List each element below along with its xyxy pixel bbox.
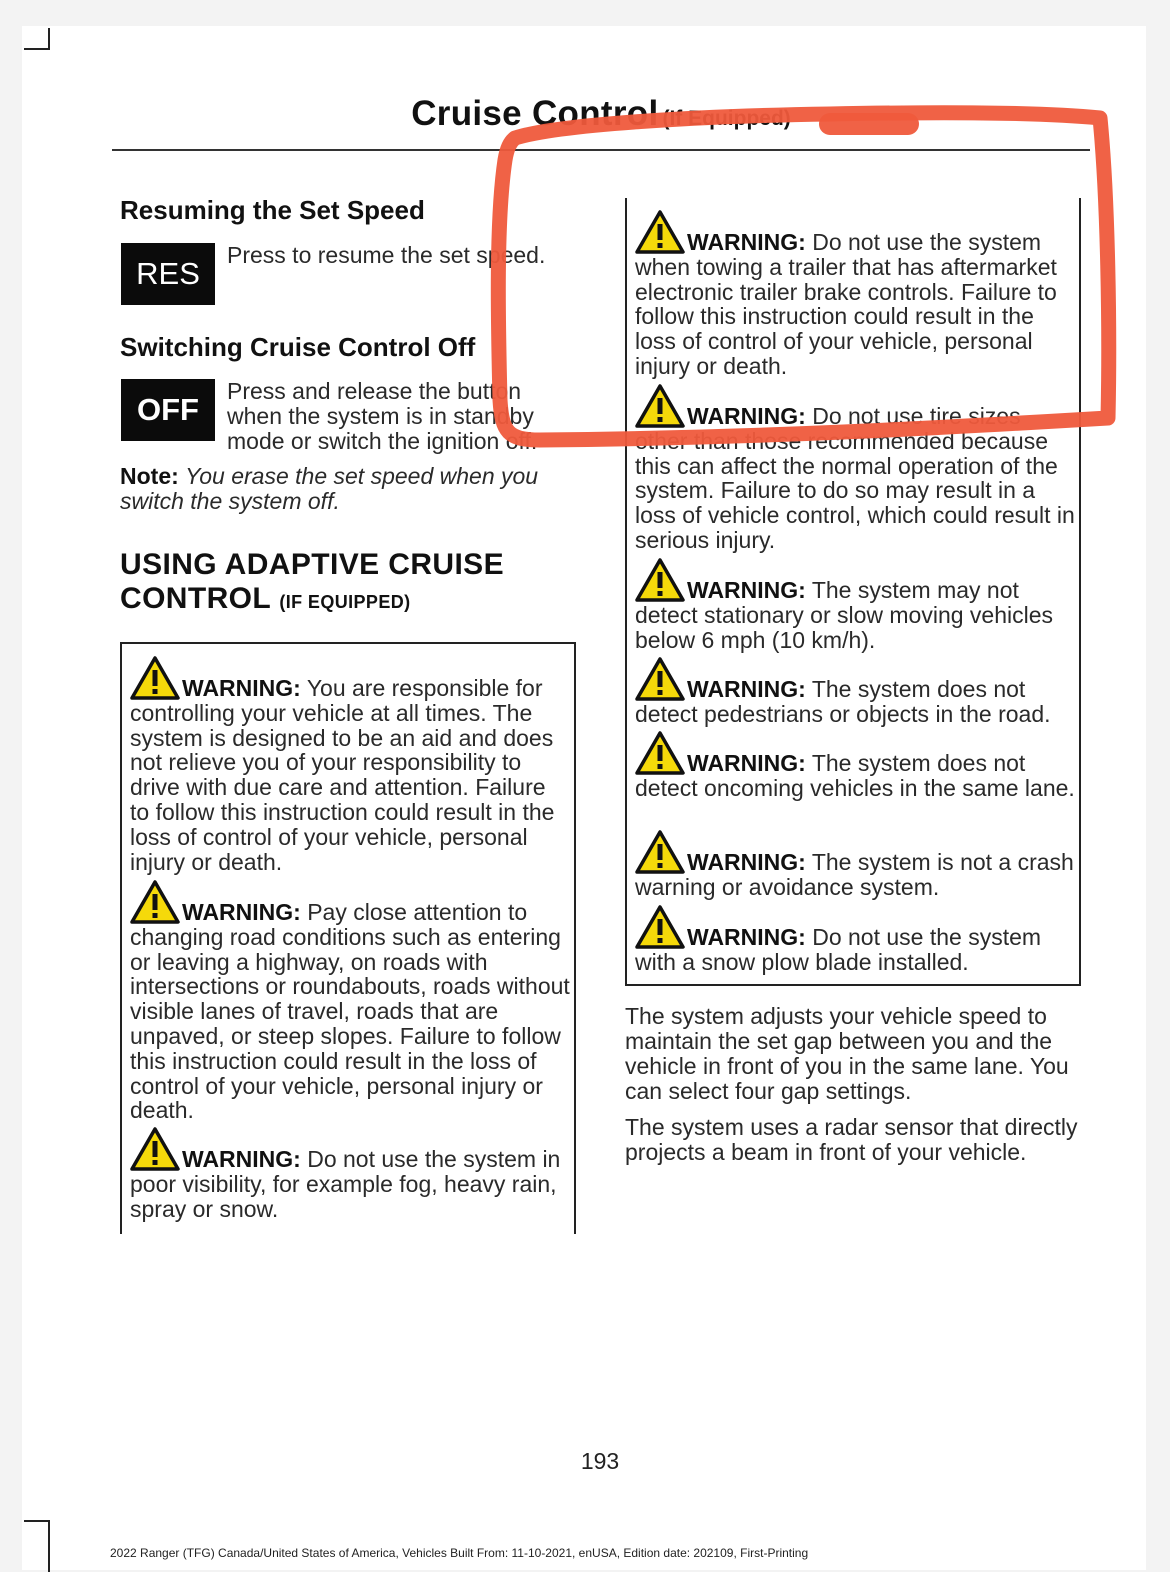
warning-label: WARNING:	[182, 899, 301, 925]
warning-right-7	[635, 905, 1075, 975]
warning-label: WARNING:	[182, 1146, 301, 1172]
warning-triangle-icon	[635, 905, 685, 949]
switch-off-heading: Switching Cruise Control Off	[120, 332, 476, 362]
warning-right-1	[635, 210, 1075, 379]
warning-left-1	[130, 656, 570, 874]
warning-text: The system does not detect oncoming vehicles in the same lane.	[635, 750, 1075, 801]
warning-right-6	[635, 830, 1075, 900]
warning-triangle-icon	[635, 731, 685, 775]
off-button-icon	[121, 379, 215, 441]
page-subtitle: (If Equipped)	[662, 107, 791, 130]
warning-triangle-icon	[130, 1127, 180, 1171]
res-button-icon	[121, 243, 215, 305]
crop-mark-bottom	[24, 1520, 50, 1572]
warning-triangle-icon	[635, 830, 685, 874]
warning-triangle-icon	[635, 210, 685, 254]
warning-text: Do not use the system when towing a trailer that has aftermarket electronic trailer brake controls. Failure to follow this instruction could result in the loss of control of your vehicle, personal injury or death.	[635, 229, 1057, 379]
warning-label: WARNING:	[687, 229, 806, 255]
note	[120, 464, 570, 514]
body-paragraph-1: The system adjusts your vehicle speed to maintain the set gap between you and the vehicle in front of you in the same lane. You can select four gap settings.	[625, 1003, 1069, 1104]
resume-text: Press to resume the set speed.	[227, 242, 546, 268]
header-divider	[112, 149, 1090, 151]
warning-label: WARNING:	[687, 924, 806, 950]
warning-label: WARNING:	[687, 849, 806, 875]
page-footer: 2022 Ranger (TFG) Canada/United States of America, Vehicles Built From: 11-10-2021, enUSA, Edition date: 202109, First-Printing	[110, 1546, 809, 1560]
warning-text: Do not use the system with a snow plow blade installed.	[635, 924, 1042, 975]
note-label: Note:	[120, 463, 179, 489]
warning-box-left	[120, 642, 576, 1234]
warning-label: WARNING:	[687, 577, 806, 603]
page-title: Cruise Control	[411, 94, 659, 133]
section-heading-main: USING ADAPTIVE CRUISE CONTROL	[120, 548, 505, 615]
warning-triangle-icon	[635, 558, 685, 602]
note-text: You erase the set speed when you switch the system off.	[120, 463, 539, 514]
warning-text: Do not use the system in poor visibility, for example fog, heavy rain, spray or snow.	[130, 1146, 561, 1222]
warning-right-3	[635, 558, 1075, 652]
warning-box-right	[625, 198, 1081, 986]
body-paragraph-2: The system uses a radar sensor that directly projects a beam in front of your vehicle.	[625, 1114, 1078, 1165]
res-key-label: RES	[136, 256, 200, 291]
section-heading-sub: (IF EQUIPPED)	[279, 592, 411, 612]
warning-right-4	[635, 657, 1075, 727]
warning-label: WARNING:	[687, 750, 806, 776]
warning-left-3	[130, 1127, 570, 1221]
warning-label: WARNING:	[182, 675, 301, 701]
warning-right-2	[635, 384, 1075, 553]
warning-text: The system does not detect pedestrians or objects in the road.	[635, 676, 1051, 727]
page-number: 193	[580, 1448, 620, 1474]
resume-heading: Resuming the Set Speed	[120, 195, 425, 225]
warning-triangle-icon	[635, 657, 685, 701]
crop-mark-top	[24, 28, 50, 50]
warning-label: WARNING:	[687, 403, 806, 429]
warning-triangle-icon	[130, 880, 180, 924]
warning-right-5	[635, 731, 1075, 801]
warning-text: Do not use tire sizes other than those recommended because this can affect the normal operation of the system. Failure to do so may result in a loss of vehicle control, which could result in serious injury.	[635, 403, 1075, 553]
warning-text: Pay close attention to changing road conditions such as entering or leaving a highway, on roads with intersections or roundabouts, roads without visible lanes of travel, roads that are unpaved, or steep slopes. Failure to follow this instruction could result in the loss of control of your vehicle, personal injury or death.	[130, 899, 570, 1124]
warning-text: The system may not detect stationary or slow moving vehicles below 6 mph (10 km/h).	[635, 577, 1054, 653]
warning-left-2	[130, 880, 570, 1123]
warning-triangle-icon	[635, 384, 685, 428]
warning-triangle-icon	[130, 656, 180, 700]
warning-text: You are responsible for controlling your vehicle at all times. The system is designed to be an aid and does not relieve you of your responsibility to drive with due care and attention. Failure to follow this instruction could result in the loss of control of your vehicle, personal injury or death.	[130, 675, 555, 875]
page-header	[112, 94, 1090, 134]
warning-text: The system is not a crash warning or avoidance system.	[635, 849, 1074, 900]
switch-off-text: Press and release the button when the system is in standby mode or switch the ignition off.	[227, 378, 538, 454]
warning-label: WARNING:	[687, 676, 806, 702]
off-key-label: OFF	[137, 392, 199, 427]
section-heading	[120, 548, 570, 619]
